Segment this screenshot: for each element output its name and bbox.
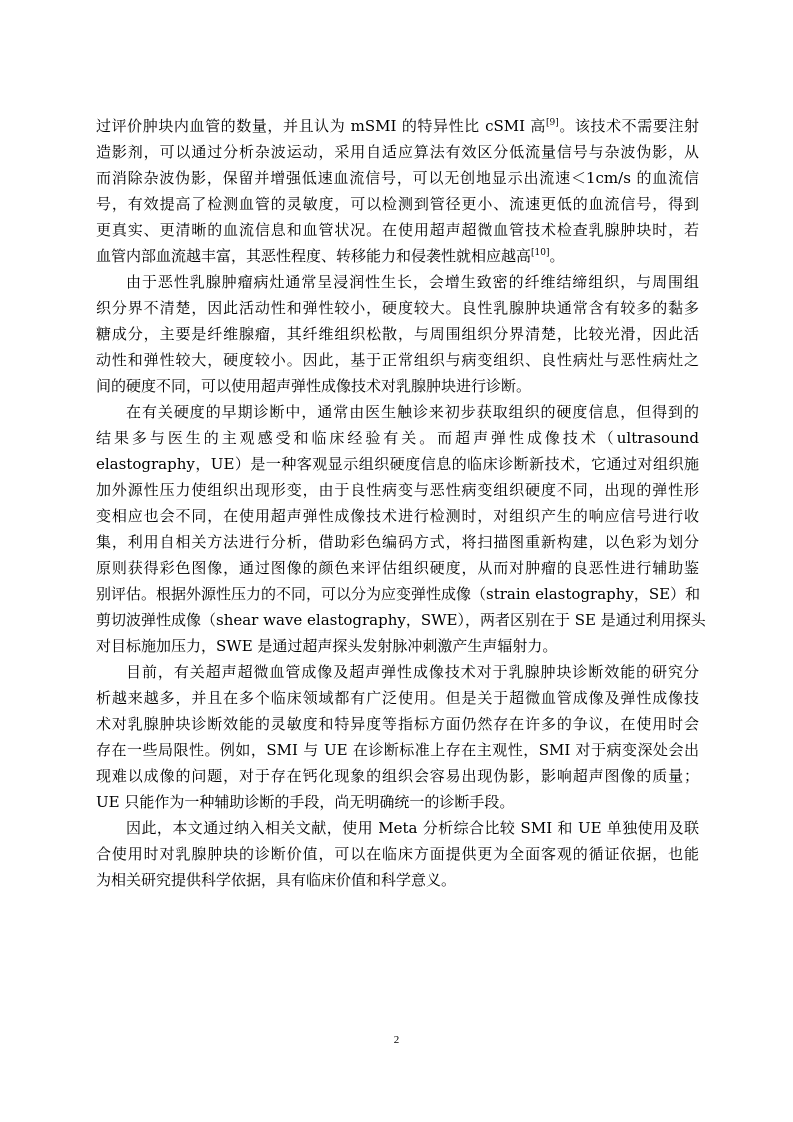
text-line [96, 113, 699, 139]
text-line [96, 633, 699, 659]
text-line [96, 841, 699, 867]
text-line [96, 685, 699, 711]
text-span: 而消除杂波伪影，保留并增强低速血流信号，可以无创地显示出流速＜1cm/s 的血流信 [96, 169, 699, 187]
text-span: 存在一些局限性。例如，SMI 与 UE 在诊断标准上存在主观性，SMI 对于病变深处会出 [96, 741, 699, 759]
text-span: 加外源性压力使组织出现形变，由于良性病变与恶性病变组织硬度不同，出现的弹性形 [96, 481, 699, 499]
page-number: 2 [393, 1034, 400, 1046]
text-span: 集，利用自相关方法进行分析，借助彩色编码方式，将扫描图重新构建，以色彩为划分 [96, 533, 699, 551]
text-span: 。该技术不需要注射 [558, 117, 699, 135]
text-span: 造影剂，可以通过分析杂波运动，采用自适应算法有效区分低流量信号与杂波伪影，从 [96, 143, 699, 161]
text-line [96, 217, 699, 243]
text-line [126, 399, 699, 425]
text-line [96, 789, 699, 815]
text-line [96, 477, 699, 503]
text-span: 间的硬度不同，可以使用超声弹性成像技术对乳腺肿块进行诊断。 [96, 377, 532, 395]
text-span: 糖成分，主要是纤维腺瘤，其纤维组织松散，与周围组织分界清楚，比较光滑，因此活 [96, 325, 699, 343]
text-line [96, 607, 706, 633]
text-span: 变相应也会不同，在使用超声弹性成像技术进行检测时，对组织产生的响应信号进行收 [96, 507, 699, 525]
text-line [96, 529, 699, 555]
text-span: 别评估。根据外源性压力的不同，可以分为应变弹性成像（strain elastography，SE）和 [96, 585, 701, 603]
text-span: 析越来越多，并且在多个临床领域都有广泛使用。但是关于超微血管成像及弹性成像技 [96, 689, 699, 707]
text-line [96, 711, 699, 737]
text-line [96, 139, 699, 165]
text-line [126, 815, 699, 841]
text-span: 因此，本文通过纳入相关文献，使用 Meta 分析综合比较 SMI 和 UE 单独使用及联 [126, 819, 699, 837]
text-line [96, 581, 699, 607]
text-span: 现难以成像的问题，对于存在钙化现象的组织会容易出现伪影，影响超声图像的质量； [96, 767, 699, 785]
citation-superscript: [9] [545, 118, 559, 128]
text-span: UE 只能作为一种辅助诊断的手段，尚无明确统一的诊断手段。 [96, 793, 515, 811]
text-span: 由于恶性乳腺肿瘤病灶通常呈浸润性生长，会增生致密的纤维结缔组织，与周围组 [126, 273, 699, 291]
text-span: 目前，有关超声超微血管成像及超声弹性成像技术对于乳腺肿块诊断效能的研究分 [126, 663, 699, 681]
text-line [96, 451, 699, 477]
text-span: 合使用时对乳腺肿块的诊断价值，可以在临床方面提供更为全面客观的循证依据，也能 [96, 845, 699, 863]
text-span: 更真实、更清晰的血流信息和血管状况。在使用超声超微血管技术检查乳腺肿块时，若 [96, 221, 699, 239]
text-line [96, 191, 699, 217]
text-line [96, 347, 699, 373]
text-line [96, 295, 699, 321]
text-line [96, 165, 699, 191]
text-line [96, 555, 699, 581]
text-line [96, 425, 699, 451]
text-line [96, 867, 699, 893]
text-span: 在有关硬度的早期诊断中，通常由医生触诊来初步获取组织的硬度信息，但得到的 [126, 403, 699, 421]
text-span: 为相关研究提供科学依据，具有临床价值和科学意义。 [96, 871, 457, 889]
text-line [126, 659, 699, 685]
text-line [96, 503, 699, 529]
text-span: 。 [549, 247, 565, 265]
text-line [96, 763, 699, 789]
text-span: 术对乳腺肿块诊断效能的灵敏度和特异度等指标方面仍然存在许多的争议，在使用时会 [96, 715, 699, 733]
text-line [96, 737, 699, 763]
text-span: 原则获得彩色图像，通过图像的颜色来评估组织硬度，从而对肿瘤的良恶性进行辅助鉴 [96, 559, 699, 577]
citation-superscript: [10] [531, 248, 550, 258]
text-span: 过评价肿块内血管的数量，并且认为 mSMI 的特异性比 cSMI 高 [96, 117, 546, 135]
text-line [126, 269, 699, 295]
text-span: 号，有效提高了检测血管的灵敏度，可以检测到管径更小、流速更低的血流信号，得到 [96, 195, 699, 213]
text-line [96, 321, 699, 347]
text-span: 动性和弹性较大，硬度较小。因此，基于正常组织与病变组织、良性病灶与恶性病灶之 [96, 351, 699, 369]
text-span: 织分界不清楚，因此活动性和弹性较小，硬度较大。良性乳腺肿块通常含有较多的黏多 [96, 299, 699, 317]
text-line [96, 243, 699, 269]
text-line [96, 373, 699, 399]
text-span: 对目标施加压力，SWE 是通过超声探头发射脉冲刺激产生声辐射力。 [96, 637, 558, 655]
text-span: 结果多与医生的主观感受和临床经验有关。而超声弹性成像技术（ultrasound [96, 429, 699, 447]
text-span: 血管内部血流越丰富，其恶性程度、转移能力和侵袭性就相应越高 [96, 247, 532, 265]
text-span: 剪切波弹性成像（shear wave elastography，SWE），两者区别在于 SE 是通过利用探头 [96, 611, 706, 629]
text-span: elastography，UE）是一种客观显示组织硬度信息的临床诊断新技术，它通过对组织施 [96, 455, 699, 473]
